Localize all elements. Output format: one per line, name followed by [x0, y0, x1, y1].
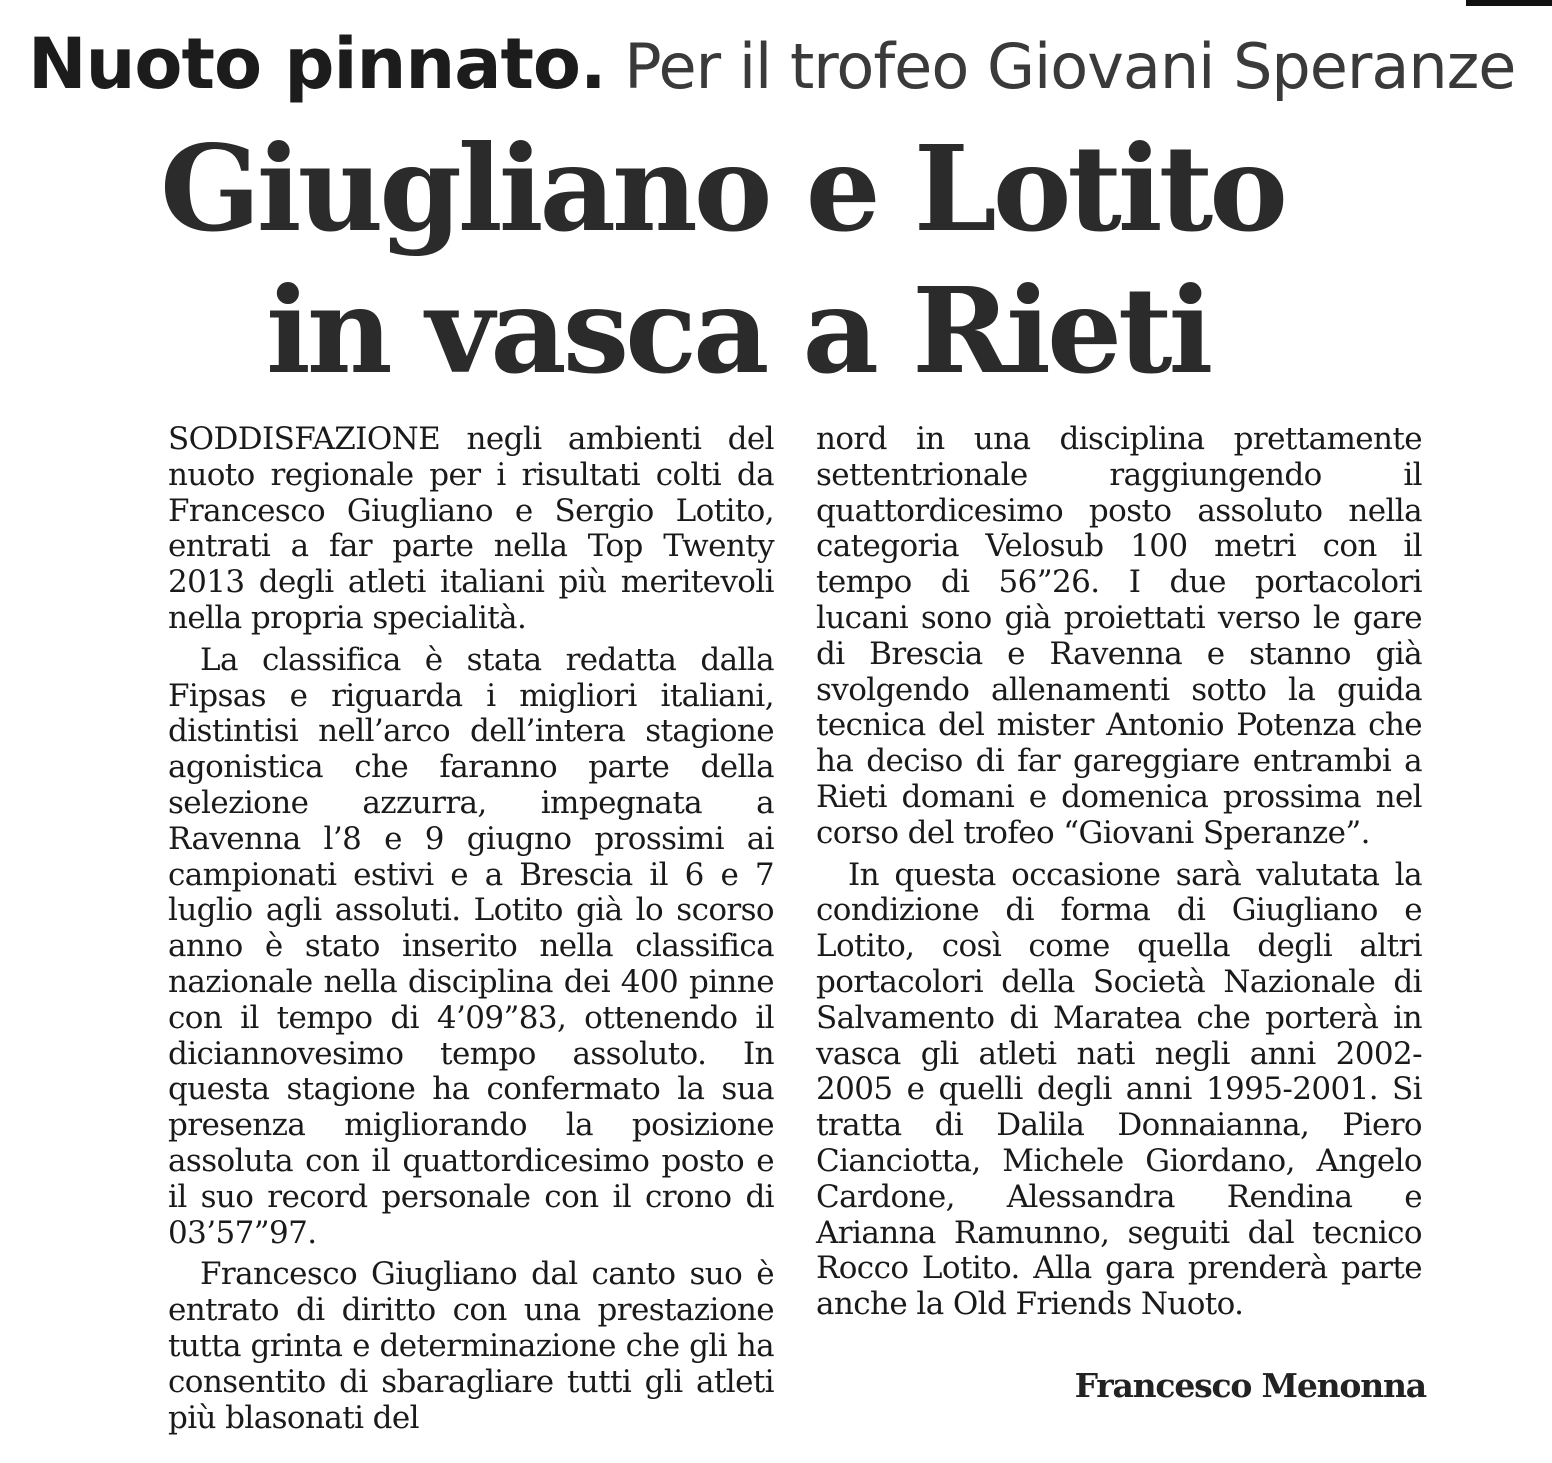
kicker-line [28, 22, 1516, 109]
corner-scan-mark [1466, 0, 1552, 6]
article-paragraph: La classifica è stata redatta dalla Fipsas e riguarda i migliori italiani, distintisi nell’arco dell’intera stagione agonistica che faranno parte della selezione azzurra, impegnata a Ravenna l’8 e 9 giugno prossimi ai campionati estivi e a Brescia il 6 e 7 luglio agli assoluti. Lotito già lo scorso anno è stato inserito nella classifica nazionale nella disciplina dei 400 pinne con il tempo di 4’09”83, ottenendo il diciannovesimo tempo assoluto. In questa stagione ha confermato la sua presenza migliorando la posizione assoluta con il quattordicesimo posto e il suo record personale con il crono di 03’57”97. [168, 641, 774, 1251]
article-paragraph: Francesco Giugliano dal canto suo è entrato di diritto con una prestazione tutta grinta e determinazione che gli ha consentito di sbaragliare tutti gli atleti più blasonati del [168, 1256, 774, 1436]
author-byline: Francesco Menonna [1074, 1366, 1426, 1405]
kicker-subtitle: Per il trofeo Giovani Speranze [605, 30, 1516, 103]
article-paragraph: SODDISFAZIONE negli ambienti del nuoto regionale per i risultati colti da Francesco Giugliano e Sergio Lotito, entrati a far parte nella Top Twenty 2013 degli atleti italiani più meritevoli nella propria specialità. [168, 421, 774, 636]
article-column-left [168, 422, 774, 1436]
headline [160, 118, 1380, 402]
article-column-right [816, 422, 1422, 1323]
article-paragraph: In questa occasione sarà valutata la condizione di forma di Giugliano e Lotito, così come quella degli altri portacolori della Società Nazionale di Salvamento di Maratea che porterà in vasca gli atleti nati negli anni 2002-2005 e quelli degli anni 1995-2001. Si tratta di Dalila Donnaianna, Piero Cianciotta, Michele Giordano, Angelo Cardone, Alessandra Rendina e Arianna Ramunno, seguiti dal tecnico Rocco Lotito. Alla gara prenderà parte anche la Old Friends Nuoto. [816, 856, 1422, 1323]
headline-line-2: in vasca a Rieti [266, 261, 1210, 400]
headline-line-1: Giugliano e Lotito [160, 119, 1284, 258]
kicker-section: Nuoto pinnato. [28, 23, 606, 105]
article-paragraph: nord in una disciplina prettamente settentrionale raggiungendo il quattordicesimo posto assoluto nella categoria Velosub 100 metri con il tempo di 56”26. I due portacolori lucani sono già proiettati verso le gare di Brescia e Ravenna e stanno già svolgendo allenamenti sotto la guida tecnica del mister Antonio Potenza che ha deciso di far gareggiare entrambi a Rieti domani e domenica prossima nel corso del trofeo “Giovani Speranze”. [816, 421, 1422, 851]
